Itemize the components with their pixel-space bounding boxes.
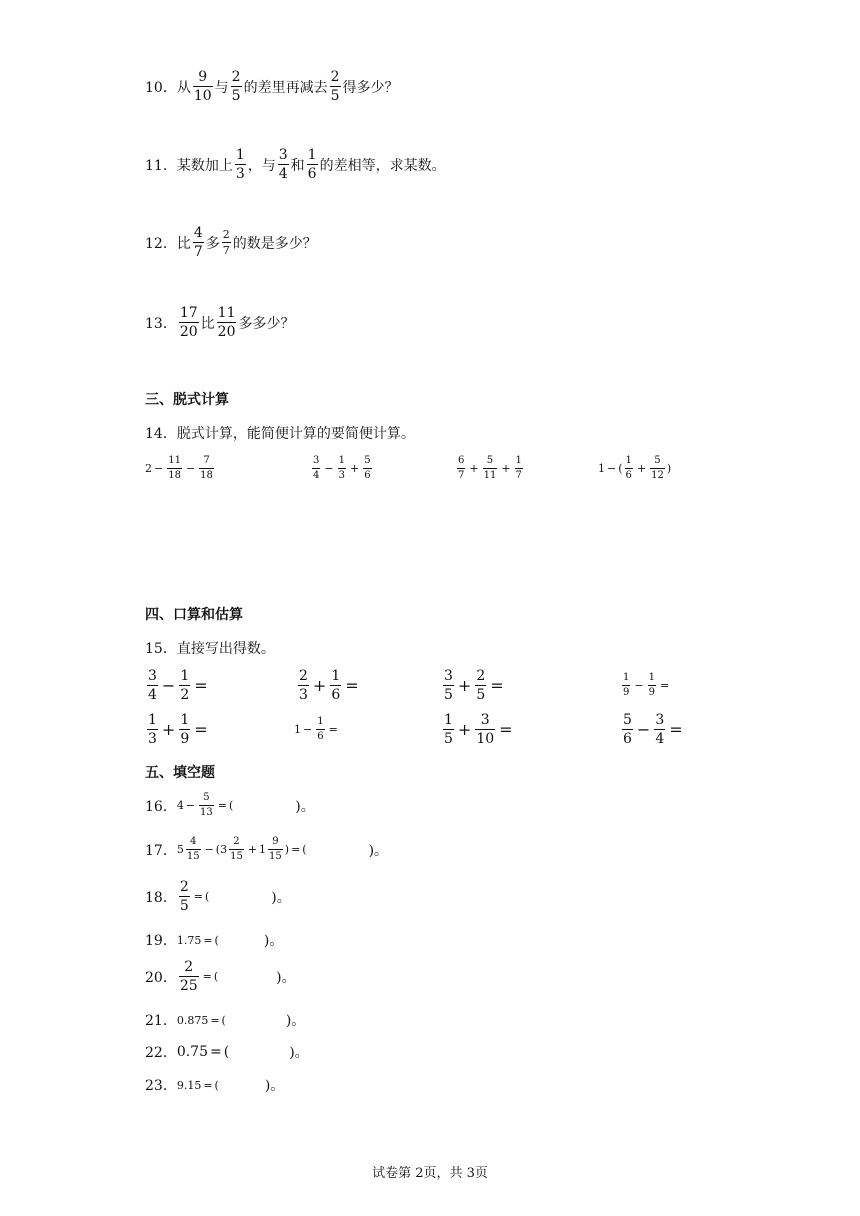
question-text: 的数是多少？: [232, 235, 317, 252]
expression: $\frac{6}{7}$ + $\frac{5}{11}$ + $\frac{1}{7}$: [458, 455, 522, 481]
fraction: $\frac{1}{6}$: [307, 147, 317, 182]
question-text: 脱式计算，能简便计算的要简便计算。: [176, 426, 415, 442]
question-number: 19．: [145, 933, 177, 949]
fraction: $\frac{2}{5}$: [231, 69, 241, 104]
fraction: $\frac{2}{5}$: [330, 69, 340, 104]
question-10: [145, 70, 399, 103]
fraction: $\frac{9}{10}$: [193, 69, 212, 104]
question-text: 比: [200, 315, 215, 332]
question-23: 23． 9.15 = ( )。: [145, 1075, 284, 1095]
question-text: 比: [176, 235, 191, 252]
question-number: 15．: [145, 641, 177, 657]
expression: 1 − ( $\frac{1}{6}$ + $\frac{5}{12}$ ): [598, 455, 672, 481]
question-number: 12．: [145, 235, 177, 252]
expression: $\frac{1}{3}$ + $\frac{1}{9}$ =: [148, 712, 208, 747]
question-13: [145, 306, 294, 339]
question-text: 的差里再减去: [243, 79, 328, 96]
question-22: 22． 0.75 = ( )。: [145, 1044, 309, 1061]
question-text: ，与: [247, 157, 276, 174]
question-11: [145, 148, 446, 181]
expression: $\frac{1}{9}$ − $\frac{1}{9}$ =: [623, 672, 670, 698]
expression: $\frac{3}{4}$ − $\frac{1}{3}$ + $\frac{5}{6}$: [313, 455, 371, 481]
expression: $\frac{5}{6}$ − $\frac{3}{4}$ =: [623, 712, 683, 747]
question-number: 10．: [145, 79, 177, 96]
question-number: 14．: [145, 426, 177, 442]
question-15: [145, 638, 275, 658]
question-text: 某数加上: [176, 157, 233, 174]
expression: $\frac{3}{4}$ − $\frac{1}{2}$ =: [148, 668, 208, 703]
expression: $\frac{2}{3}$ + $\frac{1}{6}$ =: [299, 668, 359, 703]
question-number: 17．: [145, 842, 177, 859]
expression: $\frac{3}{5}$ + $\frac{2}{5}$ =: [444, 668, 504, 703]
question-text: 和: [290, 157, 305, 174]
page-footer: 试卷第 2页，共 3页: [372, 1166, 488, 1181]
question-text: 得多少？: [342, 79, 399, 96]
question-number: 11．: [145, 157, 177, 174]
section-heading: 四、口算和估算: [145, 607, 243, 623]
section-heading: 五、填空题: [145, 765, 215, 781]
question-number: 16．: [145, 798, 177, 815]
question-19: 19． 1.75 = ( )。: [145, 930, 283, 950]
question-17: 17． 5 $\frac{4}{15}$ − ( 3 $\frac{2}{15}$ + 1 $\frac{9}{15}$ ) = ( )。: [145, 836, 389, 862]
question-text: 与: [214, 79, 229, 96]
question-text: 直接写出得数。: [176, 641, 275, 657]
question-number: 23．: [145, 1078, 177, 1094]
question-14: [145, 423, 415, 443]
question-number: 22．: [145, 1045, 177, 1061]
question-18: 18． $\frac{2}{5}$ = ( )。: [145, 879, 291, 914]
question-21: 21． 0.875 = ( )。: [145, 1010, 305, 1030]
question-number: 13．: [145, 315, 177, 332]
fraction: $\frac{3}{4}$: [278, 147, 288, 182]
expression: 2 − $\frac{11}{18}$ − $\frac{7}{18}$: [145, 455, 213, 481]
question-text: 多多少？: [238, 315, 295, 332]
fraction: $\frac{17}{20}$: [179, 305, 198, 340]
expression: $\frac{1}{5}$ + $\frac{3}{10}$ =: [444, 712, 513, 747]
fraction: $\frac{11}{20}$: [217, 305, 236, 340]
question-12: [145, 226, 317, 259]
question-text: 从: [176, 79, 191, 96]
fraction: $\frac{2}{7}$: [222, 228, 230, 257]
expression: 1 − $\frac{1}{6}$ =: [294, 716, 338, 742]
question-number: 18．: [145, 889, 177, 906]
question-text: 多: [205, 235, 220, 252]
question-16: 16． 4 − $\frac{5}{13}$ = ( )。: [145, 792, 315, 818]
fraction: $\frac{1}{3}$: [235, 147, 245, 182]
question-number: 21．: [145, 1013, 177, 1029]
question-20: 20． $\frac{2}{25}$ = ( )。: [145, 959, 296, 994]
fraction: $\frac{4}{7}$: [193, 225, 203, 260]
section-heading: 三、脱式计算: [145, 392, 229, 408]
question-number: 20．: [145, 969, 177, 986]
question-text: 的差相等，求某数。: [319, 157, 446, 174]
